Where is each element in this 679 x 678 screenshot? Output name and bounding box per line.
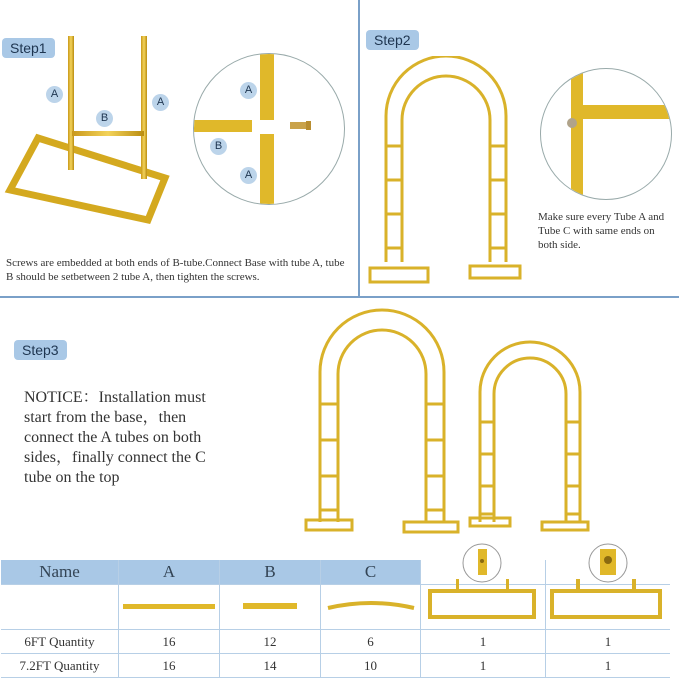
- image-row-label: [1, 585, 119, 630]
- tube-label-a-left: A: [46, 86, 63, 103]
- qty-6ft-base-left: 1: [421, 630, 546, 654]
- tube-label-a-right: A: [152, 94, 169, 111]
- horizontal-divider: [0, 296, 679, 298]
- step2-caption: Make sure every Tube A and Tube C with same ends on both side.: [538, 211, 665, 251]
- qty-7ft-b: 14: [220, 654, 321, 678]
- table-row: [1, 630, 670, 654]
- qty-6ft-c: 6: [321, 630, 421, 654]
- step3-notice: NOTICE：Installation must start from the base，then connect the A tubes on both sides，finally connect the C tube on the top: [24, 389, 206, 486]
- tube-b-image: [220, 585, 321, 630]
- qty-7ft-base-right: 1: [546, 654, 671, 678]
- table-row: [1, 654, 670, 678]
- step3-small-arch-illustration: [466, 332, 596, 540]
- step2-arch-illustration: [362, 56, 532, 292]
- qty-7ft-c: 10: [321, 654, 421, 678]
- tube-a-image: [119, 585, 220, 630]
- tube-label-b: B: [96, 110, 113, 127]
- qty-7ft-base-left: 1: [421, 654, 546, 678]
- row-label-7ft: 7.2FT Quantity: [1, 654, 119, 678]
- qty-6ft-b: 12: [220, 630, 321, 654]
- header-b: B: [220, 560, 321, 585]
- step1-joint-zoom: [193, 53, 345, 205]
- zoom-label-a-bottom: A: [240, 167, 257, 184]
- step3-large-arch-illustration: [300, 300, 465, 538]
- zoom-label-a-top: A: [240, 82, 257, 99]
- header-c: C: [321, 560, 421, 585]
- header-a: A: [119, 560, 220, 585]
- qty-7ft-a: 16: [119, 654, 220, 678]
- step2-badge: Step2: [366, 30, 419, 50]
- base-joint-illustration-left: [424, 543, 540, 623]
- vertical-divider: [358, 0, 360, 296]
- zoom-label-b: B: [210, 138, 227, 155]
- step1-assembly-illustration: [0, 30, 180, 230]
- header-name: Name: [1, 560, 119, 585]
- step3-badge: Step3: [14, 340, 67, 360]
- base-joint-illustration-right: [546, 543, 666, 623]
- row-label-6ft: 6FT Quantity: [1, 630, 119, 654]
- step1-badge: Step1: [2, 38, 55, 58]
- tube-c-image: [321, 585, 421, 630]
- step2-joint-zoom: [540, 68, 672, 200]
- step1-caption: Screws are embedded at both ends of B-tube.Connect Base with tube A, tube B should be setbetween 2 tube A, then tighten the screws.: [6, 257, 345, 283]
- qty-6ft-base-right: 1: [546, 630, 671, 654]
- qty-6ft-a: 16: [119, 630, 220, 654]
